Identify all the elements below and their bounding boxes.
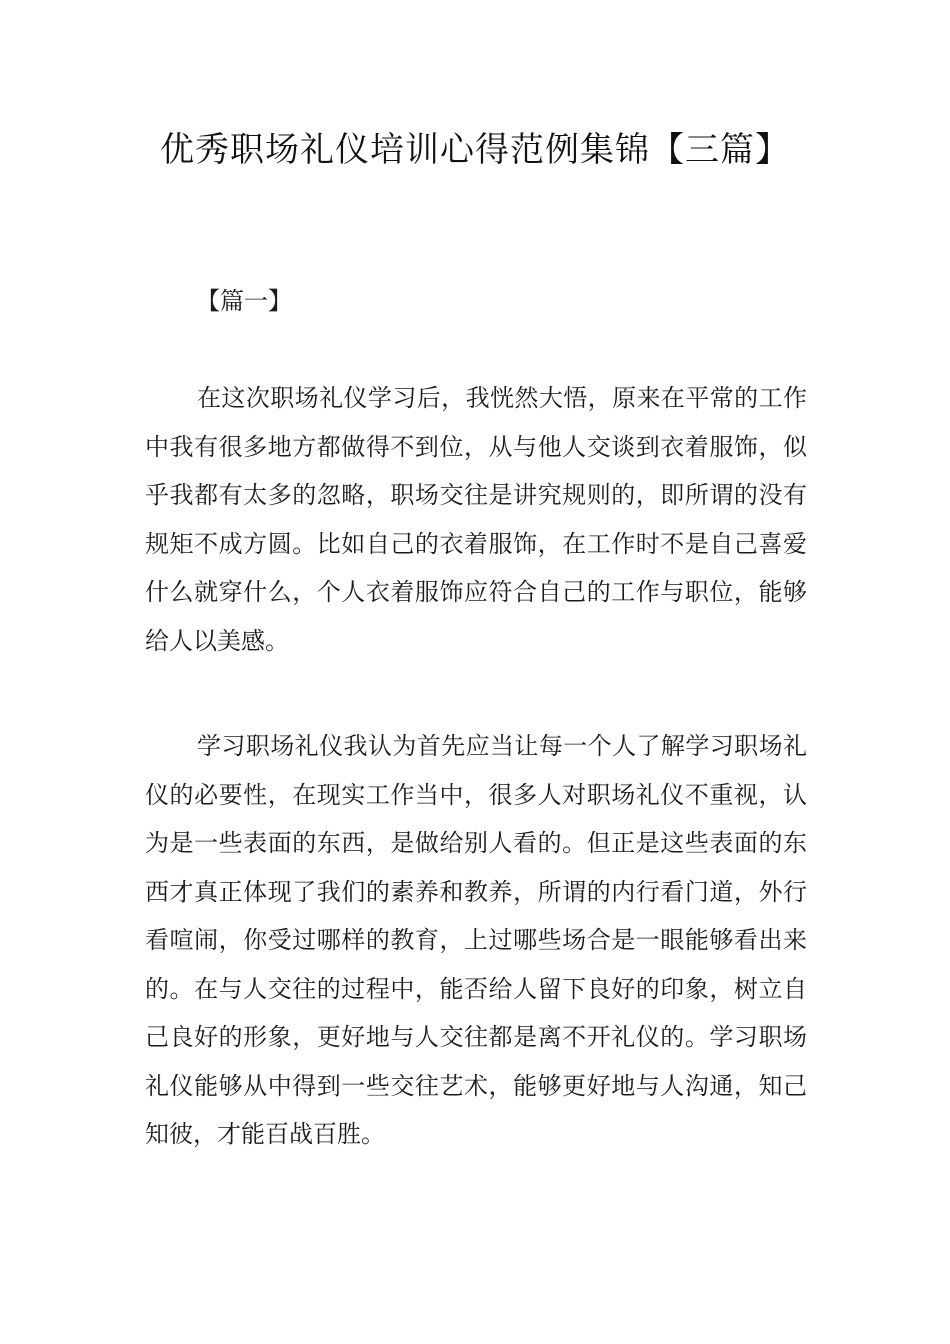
document-title: 优秀职场礼仪培训心得范例集锦【三篇】 (160, 130, 790, 170)
paragraph-1: 在这次职场礼仪学习后，我恍然大悟，原来在平常的工作中我有很多地方都做得不到位，从与他人交谈到衣着服饰，似乎我都有太多的忽略，职场交往是讲究规则的，即所谓的没有规矩不成方圆。比如自己的衣着服饰，在工作时不是自己喜爱什么就穿什么，个人衣着服饰应符合自己的工作与职位，能够给人以美感。 (145, 384, 807, 655)
section-heading: 【篇一】 (196, 287, 292, 315)
paragraph-2: 学习职场礼仪我认为首先应当让每一个人了解学习职场礼仪的必要性，在现实工作当中，很多人对职场礼仪不重视，认为是一些表面的东西，是做给别人看的。但正是这些表面的东西才真正体现了我们的素养和教养，所谓的内行看门道，外行看喧闹，你受过哪样的教育，上过哪些场合是一眼能够看出来的。在与人交往的过程中，能否给人留下良好的印象，树立自己良好的形象，更好地与人交往都是离不开礼仪的。学习职场礼仪能够从中得到一些交往艺术，能够更好地与人沟通，知己知彼，才能百战百胜。 (145, 732, 807, 1148)
